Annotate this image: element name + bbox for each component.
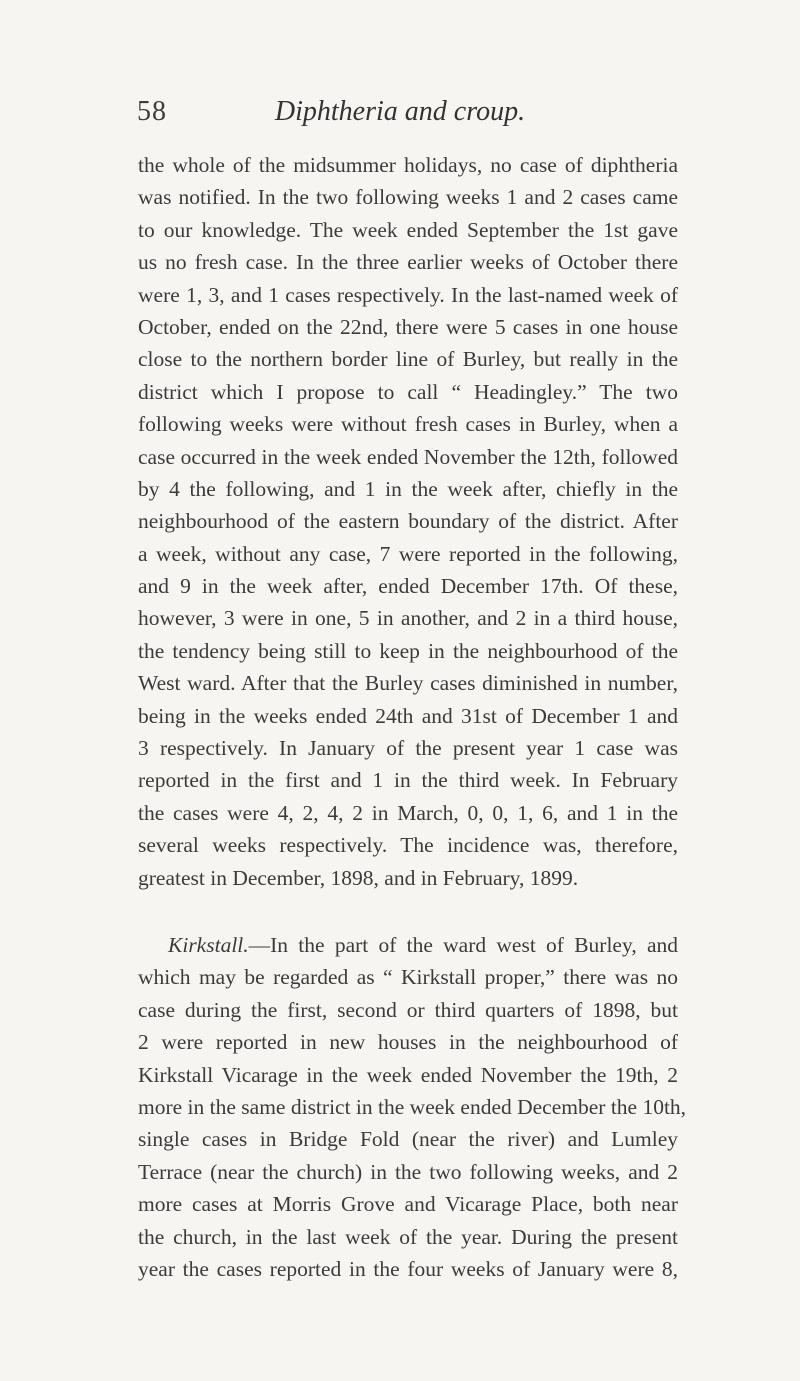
text-line	[138, 929, 678, 961]
text-line: 3 respectively. In January of the present year 1 case was	[138, 736, 678, 761]
text-line: the whole of the midsummer holidays, no case of diphtheria	[138, 153, 678, 177]
text-line: neighbourhood of the eastern boundary of the district. After	[138, 509, 678, 534]
text-line: a week, without any case, 7 were reported in the following,	[138, 541, 678, 566]
text-line: by 4 the following, and 1 in the week after, chiefly in the	[138, 476, 678, 501]
page-number: 58	[137, 96, 167, 127]
text-line: year the cases reported in the four weeks of January were 8,	[138, 1256, 678, 1281]
text-line: the cases were 4, 2, 4, 2 in March, 0, 0, 1, 6, and 1 in the	[138, 800, 678, 825]
text-line: West ward. After that the Burley cases diminished in number,	[138, 671, 678, 696]
text-run: —In the part of the ward west of Burley, and	[248, 932, 678, 957]
text-line: the tendency being still to keep in the neighbourhood of the	[138, 638, 678, 663]
body-text	[138, 149, 687, 1285]
text-line: more in the same district in the week ended December the 10th,	[138, 1094, 687, 1119]
paragraph-diphtheria-burley	[138, 149, 678, 894]
running-head: Diphtheria and croup.	[274, 96, 526, 127]
text-line: close to the northern border line of Burley, but really in the	[138, 347, 678, 372]
text-line: the church, in the last week of the year. During the present	[138, 1224, 678, 1249]
text-line: 2 were reported in new houses in the neighbourhood of	[138, 1030, 678, 1055]
text-line: more cases at Morris Grove and Vicarage Place, both near	[138, 1192, 678, 1217]
text-line: single cases in Bridge Fold (near the river) and Lumley	[138, 1127, 678, 1152]
page-header	[0, 96, 800, 136]
text-line: several weeks respectively. The incidence was, therefore,	[138, 833, 678, 858]
text-line: being in the weeks ended 24th and 31st of December 1 and	[138, 703, 678, 728]
text-line: district which I propose to call “ Headingley.” The two	[138, 379, 678, 404]
text-line: reported in the first and 1 in the third week. In February	[138, 768, 678, 793]
text-line: case during the first, second or third quarters of 1898, but	[138, 997, 678, 1022]
text-line: October, ended on the 22nd, there were 5 cases in one house	[138, 314, 678, 339]
section-heading-kirkstall: Kirkstall.	[168, 932, 249, 957]
text-line: case occurred in the week ended November the 12th, followed	[138, 444, 678, 469]
text-line: however, 3 were in one, 5 in another, and 2 in a third house,	[138, 606, 678, 631]
paragraph-kirkstall	[138, 929, 687, 1285]
text-line: greatest in December, 1898, and in February, 1899.	[138, 865, 579, 890]
text-line: Kirkstall Vicarage in the week ended November the 19th, 2	[138, 1062, 678, 1087]
text-line: which may be regarded as “ Kirkstall proper,” there was no	[138, 965, 678, 990]
text-line: us no fresh case. In the three earlier weeks of October there	[138, 250, 678, 275]
text-line: to our knowledge. The week ended September the 1st gave	[138, 217, 678, 242]
text-line: following weeks were without fresh cases in Burley, when a	[138, 412, 678, 437]
text-line: and 9 in the week after, ended December 17th. Of these,	[138, 574, 678, 599]
text-line: Terrace (near the church) in the two following weeks, and 2	[138, 1159, 678, 1184]
paragraph-gap	[138, 894, 678, 929]
text-line: was notified. In the two following weeks 1 and 2 cases came	[138, 185, 678, 210]
text-line: were 1, 3, and 1 cases respectively. In the last-named week of	[138, 282, 678, 307]
